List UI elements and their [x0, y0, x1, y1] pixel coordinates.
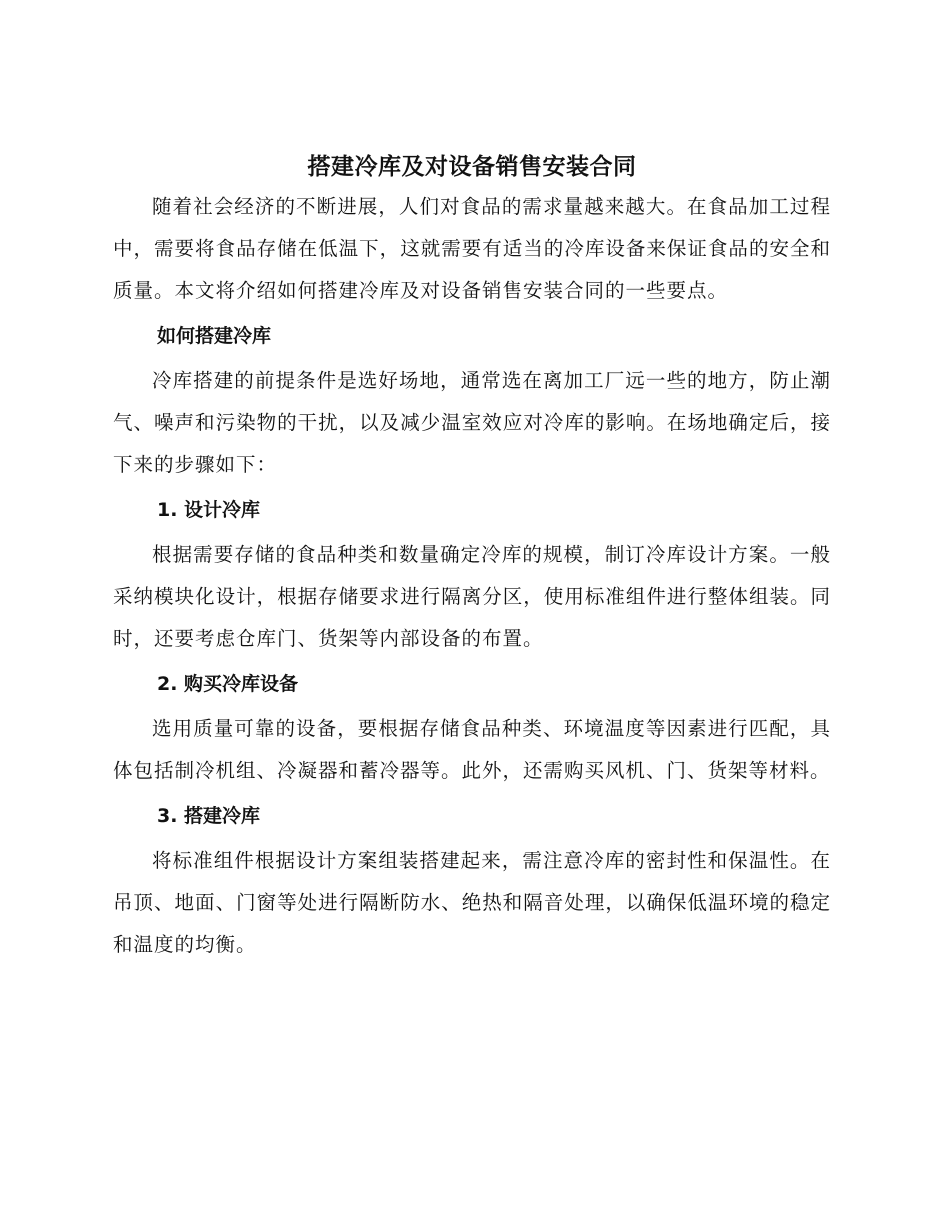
step-2-paragraph: 选用质量可靠的设备，要根据存储食品种类、环境温度等因素进行匹配，具体包括制冷机组、冷凝器和蓄冷器等。此外，还需购买风机、门、货架等材料。 — [113, 717, 831, 782]
section-paragraph: 冷库搭建的前提条件是选好场地，通常选在离加工厂远一些的地方，防止潮气、噪声和污染物的干扰，以及减少温室效应对冷库的影响。在场地确定后，接下来的步骤如下： — [113, 369, 831, 476]
step-2-heading: 2. 购买冷库设备 — [157, 673, 299, 695]
intro-paragraph: 随着社会经济的不断进展，人们对食品的需求量越来越大。在食品加工过程中，需要将食品存储在低温下，这就需要有适当的冷库设备来保证食品的安全和质量。本文将介绍如何搭建冷库及对设备销售安装合同的一些要点。 — [113, 195, 831, 302]
step-1-heading: 1. 设计冷库 — [157, 499, 261, 521]
document-body — [113, 148, 831, 966]
document-title: 搭建冷库及对设备销售安装合同 — [307, 154, 637, 180]
step-1-paragraph: 根据需要存储的食品种类和数量确定冷库的规模，制订冷库设计方案。一般采纳模块化设计，根据存储要求进行隔离分区，使用标准组件进行整体组装。同时，还要考虑仓库门、货架等内部设备的布置。 — [113, 543, 831, 650]
step-3-paragraph: 将标准组件根据设计方案组装搭建起来，需注意冷库的密封性和保温性。在吊顶、地面、门窗等处进行隔断防水、绝热和隔音处理，以确保低温环境的稳定和温度的均衡。 — [113, 849, 831, 956]
section-heading: 如何搭建冷库 — [157, 325, 272, 347]
step-3-heading: 3. 搭建冷库 — [157, 805, 261, 827]
